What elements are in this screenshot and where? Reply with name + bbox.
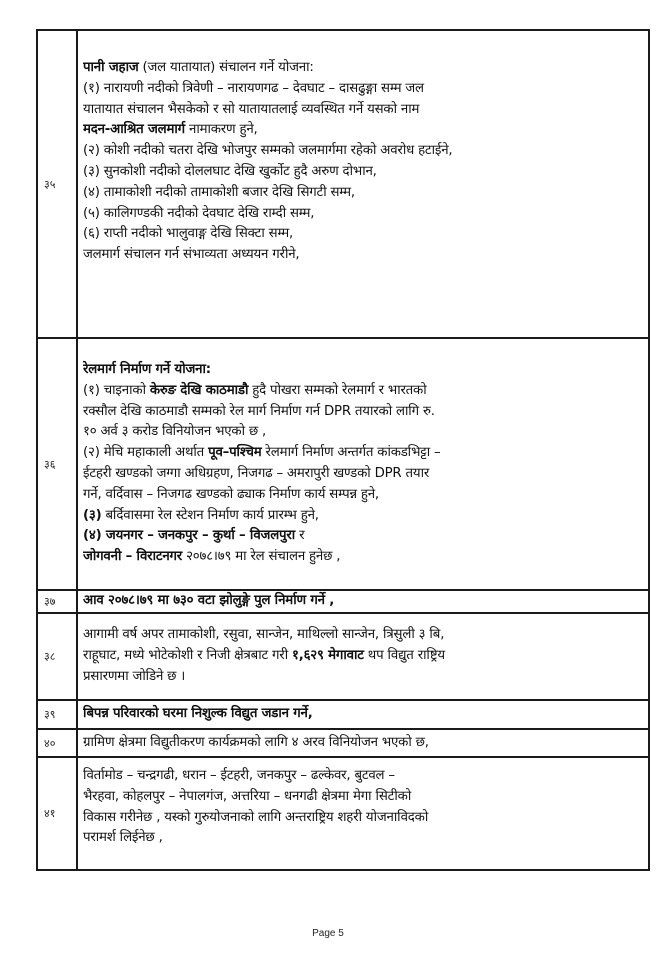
text-line — [83, 808, 644, 829]
text-line — [83, 360, 644, 381]
text: बर्दिवासमा रेल स्टेशन निर्माण कार्य प्रारम्भ हुने, — [101, 507, 319, 523]
text: आगामी वर्ष अपर तामाकोशी, रसुवा, सान्जेन, माथिल्लो सान्जेन, त्रिसुली ३ बि, — [83, 627, 445, 643]
text: (५) कालिगण्डकी नदीको देवघाट देखि राम्दी सम्म, — [83, 205, 315, 221]
row-number: ३७ — [37, 590, 77, 613]
text: विर्तामोड – चन्द्रगढी, धरान – ईटहरी, जनकपुर – ढल्केवर, बुटवल – — [83, 768, 395, 783]
text: ग्रामिण क्षेत्रमा विद्युतीकरण कार्यक्रमको लागि ४ अरव विनियोजन भएको छ, — [83, 734, 429, 750]
row-content — [77, 590, 649, 613]
text-line — [83, 224, 644, 245]
row-content — [77, 30, 649, 338]
text-line — [83, 704, 644, 725]
table-row — [37, 729, 649, 757]
bold-text: बिपन्न परिवारको घरमा निशुल्क विद्युत जडान गर्ने, — [83, 706, 313, 722]
bold-text: जोगवनी – विराटनगर — [83, 549, 183, 565]
text: (१) चाइनाको — [83, 382, 150, 398]
text: (४) तामाकोशी नदीको तामाकोशी बजार देखि सिगटी सम्म, — [83, 184, 355, 200]
text: प्रसारणमा जोडिने छ । — [83, 668, 186, 684]
text: (२) कोशी नदीको चतरा देखि भोजपुर सम्मको जलमार्गमा रहेको अवरोध हटाईने, — [83, 143, 453, 159]
text: (२) मेचि महाकाली अर्थात — [83, 445, 209, 461]
text-line — [83, 625, 644, 646]
text: नामाकरण हुने, — [184, 122, 258, 138]
text-line — [83, 422, 644, 443]
bold-text: रेलमार्ग निर्माण गर्ने योजना: — [83, 362, 211, 378]
text-line — [83, 204, 644, 225]
bold-text: मदन-आश्रित जलमार्ग — [83, 122, 185, 138]
row-content — [77, 757, 649, 870]
text-line — [83, 381, 644, 402]
table-row — [37, 338, 649, 590]
plan-table — [36, 29, 650, 871]
bold-text: पूव–पश्चिम — [208, 445, 262, 461]
text: (६) राप्ती नदीको भालुवाङ्ग देखि सिक्टा सम्म, — [83, 226, 293, 242]
text-line — [83, 766, 644, 787]
text-line — [83, 141, 644, 162]
text-line — [83, 733, 644, 754]
table-row — [37, 700, 649, 729]
bold-text: (३) — [83, 507, 102, 523]
bold-text: केरुङ देखि काठमाडौ — [149, 382, 249, 398]
text-line — [83, 646, 644, 667]
row-number: ३६ — [37, 338, 77, 590]
row-number: ३९ — [37, 700, 77, 729]
text: रेलमार्ग निर्माण अन्तर्गत कांकडभिट्टा – — [261, 445, 441, 461]
table-row — [37, 590, 649, 613]
text-line — [83, 485, 644, 506]
text: ईटहरी खण्डको जग्गा अधिग्रहण, निजगढ – अमरापुरी खण्डको DPR तयार — [83, 466, 430, 481]
text-line — [83, 245, 644, 266]
text-line — [83, 79, 644, 100]
row-content — [77, 338, 649, 590]
row-content — [77, 700, 649, 729]
row-number: ३८ — [37, 613, 77, 700]
text: जलमार्ग संचालन गर्न संभाव्यता अध्ययन गरीने, — [83, 247, 300, 263]
text-line — [83, 526, 644, 547]
text: रक्सौल देखि काठमाडौ सम्मको रेल मार्ग निर्माण गर्न DPR तयारको लागि रु. — [83, 403, 435, 419]
text: परामर्श लिईनेछ , — [83, 830, 163, 846]
text-line — [83, 58, 644, 79]
text: र — [295, 528, 305, 544]
text: (जल यातायात) संचालन गर्ने योजना: — [138, 60, 314, 75]
text-line — [83, 464, 644, 485]
text: गर्ने, वर्दिवास – निजगढ खण्डको ढ्याक निर्माण कार्य सम्पन्न हुने, — [83, 486, 379, 502]
row-content — [77, 613, 649, 700]
text-line — [83, 547, 644, 568]
row-number: ४१ — [37, 757, 77, 870]
bold-text: १,६२९ मेगावाट — [292, 648, 364, 664]
text: २०७८।७९ मा रेल संचालन हुनेछ , — [182, 549, 341, 565]
text: भैरहवा, कोहलपुर – नेपालगंज, अत्तरिया – धनगढी क्षेत्रमा मेगा सिटीको — [83, 788, 412, 804]
text-line — [83, 402, 644, 423]
text-line — [83, 120, 644, 141]
text: (३) सुनकोशी नदीको दोललघाट देखि खुर्कोट हुदै अरुण दोभान, — [83, 163, 377, 179]
row-content — [77, 729, 649, 757]
text-line — [83, 183, 644, 204]
text-line — [83, 506, 644, 527]
text: (१) नारायणी नदीको त्रिवेणी – नारायणगढ – देवघाट – दासढुङ्गा सम्म जल — [83, 80, 424, 96]
text: यातायात संचालन भैसकेको र सो यातायातलाई व्यवस्थित गर्ने यसको नाम — [83, 101, 420, 117]
table-row — [37, 613, 649, 700]
text-line — [83, 591, 644, 612]
text-line — [83, 828, 644, 849]
row-number: ४० — [37, 729, 77, 757]
text: राहूघाट, मध्ये भोटेकोशी र निजी क्षेत्रबाट गरी — [83, 648, 293, 664]
bold-text: आव २०७८।७९ मा ७३० वटा झोलुङ्गे पुल निर्माण गर्ने , — [83, 593, 335, 609]
text: हुदै पोखरा सम्मको रेलमार्ग र भारतको — [248, 382, 427, 398]
text-line — [83, 667, 644, 688]
text: १० अर्व ३ करोड विनियोजन भएको छ , — [83, 424, 267, 440]
bold-text: पानी जहाज — [83, 60, 139, 75]
text: थप विद्युत राष्ट्रिय — [363, 648, 445, 664]
table-row — [37, 757, 649, 870]
text-line — [83, 100, 644, 121]
row-number: ३५ — [37, 30, 77, 338]
text-line — [83, 787, 644, 808]
bold-text: (४) जयनगर – जनकपुर – कुर्था – विजलपुरा — [83, 528, 296, 544]
text-line — [83, 443, 644, 464]
table-row — [37, 30, 649, 338]
text: विकास गरीनेछ , यस्को गुरुयोजनाको लागि अन्तराष्ट्रिय शहरी योजनाविदको — [83, 809, 429, 825]
text-line — [83, 162, 644, 183]
page-number: Page 5 — [312, 928, 344, 939]
